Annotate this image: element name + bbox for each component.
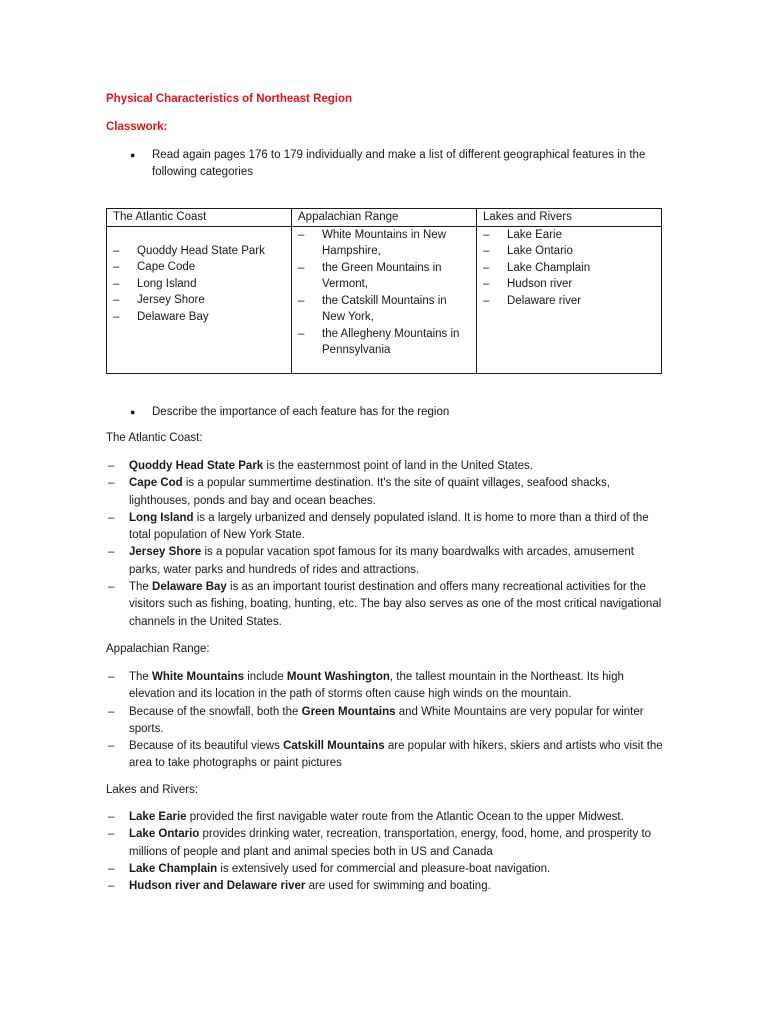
feature-name: Catskill Mountains (283, 740, 385, 753)
description-text: and White Mountains are very popular for winter sports. (129, 705, 644, 735)
text-middle: include (244, 671, 287, 683)
instruction-2: Describe the importance of each feature has for the region (152, 406, 450, 418)
classwork-label: Classwork: (106, 121, 168, 133)
feature-name: White Mountains (152, 671, 245, 683)
description-text: , the tallest mountain in the Northeast. Its high elevation and its location in the path of storms often cause high winds on the mountain. (129, 671, 624, 701)
header-appalachian-range: Appalachian Range (292, 209, 477, 227)
item-line-1: White Mountains in New (322, 228, 446, 241)
section-heading-atlantic: The Atlantic Coast: (106, 432, 203, 444)
lakes-descriptions (106, 809, 666, 895)
cell-atlantic-coast (107, 226, 292, 374)
table-list-item (298, 326, 476, 359)
feature-name: Lake Earie (129, 811, 187, 823)
item-line-2: Pennsylvania (322, 344, 391, 356)
feature-name: Long Island (129, 511, 194, 524)
description-text: provided the first navigable water route from the Atlantic Ocean to the upper Midwest. (186, 811, 624, 823)
description-item (106, 510, 666, 545)
text-prefix: The (129, 581, 153, 594)
description-item (106, 475, 666, 510)
description-text: is a popular summertime destination. It's the site of quaint villages, seafood shacks, lighthouses, ponds and bay and ocean beaches. (129, 477, 610, 507)
description-item (106, 704, 666, 739)
cell-lakes-rivers (477, 226, 662, 374)
description-text: is a largely urbanized and densely populated island. It is home to more than a third of the total population of New York State. (129, 511, 649, 542)
description-item (106, 544, 666, 579)
table-list-item: – Lake Champlain (483, 260, 661, 277)
features-table (106, 208, 662, 374)
item-line-1: the Allegheny Mountains in (322, 327, 460, 340)
text-prefix: Because of the snowfall, both the (129, 705, 302, 718)
feature-name: Jersey Shore (129, 546, 202, 559)
section-heading-lakes: Lakes and Rivers: (106, 784, 199, 796)
table-list-item: – Lake Ontario (483, 243, 661, 260)
description-text: are used for swimming and boating. (305, 880, 491, 893)
table-list-item: – Delaware Bay (113, 309, 291, 326)
description-text: is extensively used for commercial and pleasure-boat navigation. (217, 862, 551, 875)
table-list-item: – Jersey Shore (113, 292, 291, 309)
bullet-icon: ● (130, 407, 136, 417)
text-prefix: The (129, 671, 153, 683)
cell-appalachian-range (292, 226, 477, 374)
text-prefix: Because of its beautiful views (129, 740, 284, 753)
feature-name: Cape Cod (129, 477, 183, 490)
description-item (106, 738, 666, 773)
description-item (106, 809, 666, 826)
table-list-item (298, 260, 476, 293)
description-text: provides drinking water, recreation, transportation, energy, food, home, and prosperity to millions of people and plant and animal species both in US and Canada (129, 828, 652, 858)
instruction-line-2: following categories (152, 166, 254, 178)
description-item (106, 579, 666, 631)
description-item (106, 669, 666, 704)
instruction-line-1: Read again pages 176 to 179 individually and make a list of different geographical features in the (152, 149, 646, 161)
header-lakes-rivers: Lakes and Rivers (477, 209, 662, 227)
feature-name-secondary: Mount Washington (286, 671, 390, 683)
table-list-item: – Cape Code (113, 259, 291, 276)
feature-name: Lake Ontario (129, 828, 200, 841)
description-text: is as an important tourist destination and offers many recreational activities for the visitors such as fishing, boating, hunting, etc. The bay also serves as one of the most critical navigational channels in the United States. (129, 581, 662, 628)
description-item (106, 458, 666, 475)
table-list-item (298, 227, 476, 260)
description-item (106, 826, 666, 861)
item-line-2: New York, (322, 311, 374, 323)
table-list-item: – Long Island (113, 276, 291, 293)
description-text: is a popular vacation spot famous for its many boardwalks with arcades, amusement parks, water parks and hundreds of rides and attractions. (129, 546, 634, 576)
item-line-1: the Catskill Mountains in (322, 294, 447, 307)
appalachian-descriptions (106, 669, 666, 773)
feature-name: Delaware Bay (152, 581, 227, 594)
header-atlantic-coast: The Atlantic Coast (107, 209, 292, 227)
description-item (106, 878, 666, 895)
table-list-item: – Delaware river (483, 293, 661, 310)
table-list-item: – Lake Earie (483, 227, 661, 244)
description-item (106, 861, 666, 878)
item-line-2: Vermont, (322, 278, 369, 290)
feature-name: Green Mountains (301, 705, 396, 718)
table-list-item: – Hudson river (483, 276, 661, 293)
item-line-1: the Green Mountains in (322, 261, 442, 274)
feature-name: Quoddy Head State Park (129, 460, 264, 472)
item-line-2: Hampshire, (322, 245, 381, 257)
feature-name: Lake Champlain (129, 862, 218, 875)
page-title: Physical Characteristics of Northeast Region (106, 93, 353, 105)
feature-name: Hudson river and Delaware river (129, 880, 306, 893)
bullet-icon: ● (130, 150, 136, 160)
table-list-item: – Quoddy Head State Park (113, 243, 291, 260)
description-text: are popular with hikers, skiers and artists who visit the area to take photographs or paint pictures (129, 740, 663, 770)
section-heading-appalachian: Appalachian Range: (106, 643, 210, 655)
description-text: is the easternmost point of land in the United States. (263, 460, 533, 472)
atlantic-descriptions (106, 458, 666, 631)
table-list-item (298, 293, 476, 326)
